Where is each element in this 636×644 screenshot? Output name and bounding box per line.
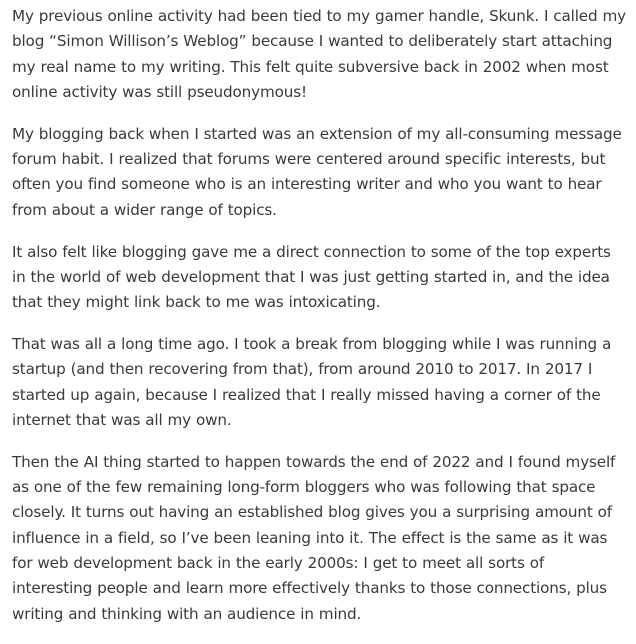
paragraph-break-from-blogging: That was all a long time ago. I took a break from blogging while I was running a startup (and then recovering from that), from around 2010 to 2017. In 2017 I started up again, because I realized that I really missed having a corner of the internet that was all my own. — [12, 335, 612, 429]
paragraph-forum-habit: My blogging back when I started was an extension of my all-consuming message forum habit. I realized that forums were centered around specific interests, but often you find someone who is an interesting writer and who you want to hear from about a wider range of topics. — [12, 124, 622, 219]
paragraph-web-experts: It also felt like blogging gave me a direct connection to some of the top experts in the world of web development that I was just getting started in, and the idea that they might link back to me was intoxicating. — [12, 242, 611, 312]
paragraph-gamer-handle: My previous online activity had been tied to my gamer handle, Skunk. I called my blog “Simon Willison’s Weblog” because I wanted to deliberately start attaching my real name to my writing. This felt quite subversive back in 2002 when most online activity was still pseudonymous! — [12, 7, 626, 101]
paragraph-ai-blogging: Then the AI thing started to happen towards the end of 2022 and I found myself as one of the few remaining long-form bloggers who was following that space closely. It turns out having an established blog gives you a surprising amount of influence in a field, so I’ve been leaning into it. The effect is the same as it was for web development back in the early 2000s: I get to meet all sorts of interesting people and learn more effectively thanks to those connections, plus writing and thinking with an audience in mind. — [12, 452, 616, 623]
article-body — [12, 4, 627, 644]
